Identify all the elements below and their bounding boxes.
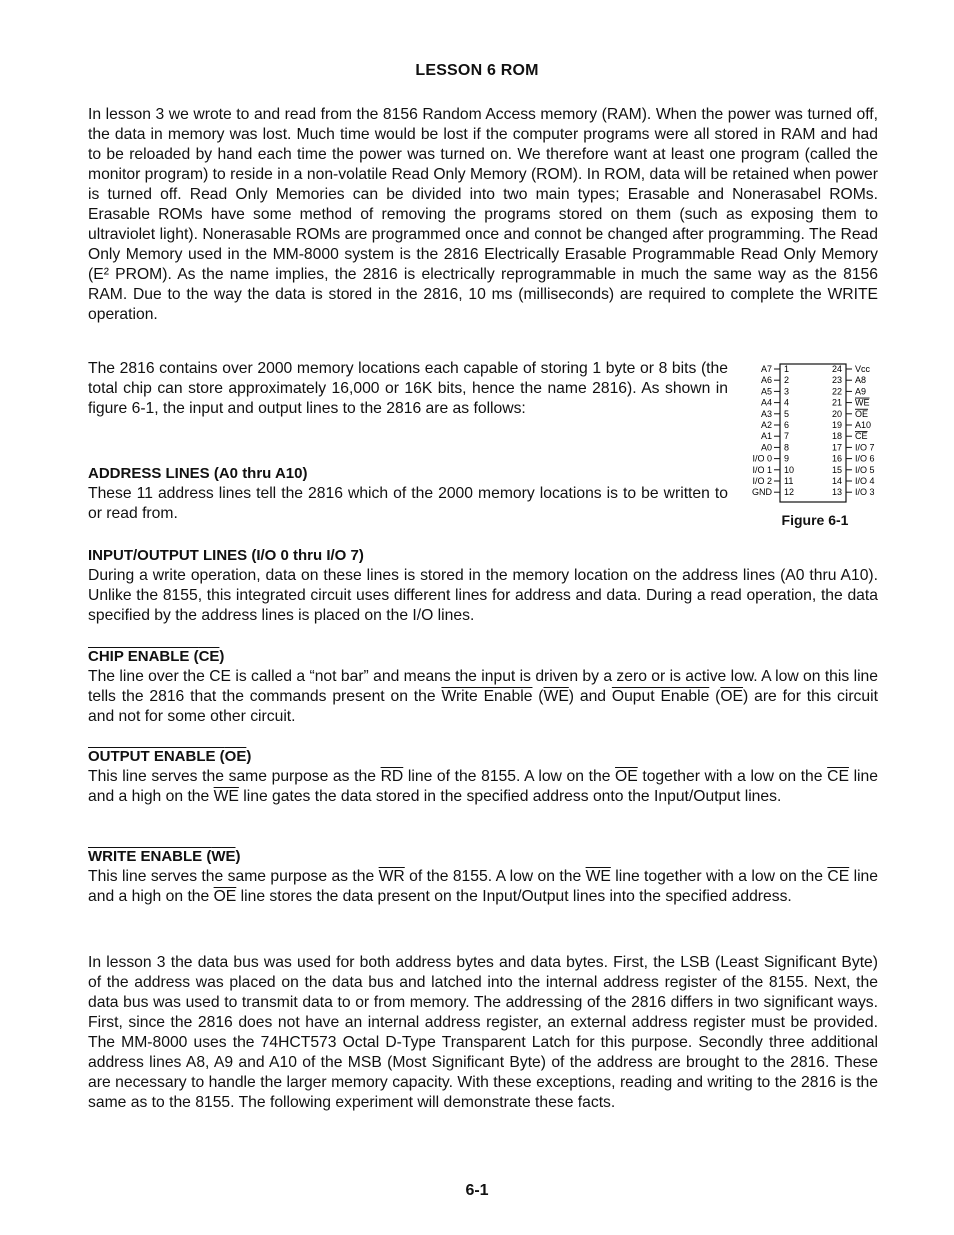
pin-label-left: I/O 2 — [752, 476, 772, 486]
figure-caption: Figure 6-1 — [781, 512, 849, 528]
pin-label-right: Vcc — [855, 364, 871, 374]
pin-label-right: I/O 4 — [855, 476, 875, 486]
pin-label-left: A0 — [760, 442, 772, 453]
address-heading: ADDRESS LINES (A0 thru A10) — [88, 465, 308, 482]
chip-pinout-diagram — [740, 360, 890, 510]
pin-label-right: I/O 6 — [855, 453, 875, 464]
pin-label-right: I/O 3 — [855, 487, 875, 498]
pin-number-right: 24 — [831, 364, 842, 374]
pin-label-right: A8 — [855, 375, 867, 386]
io-heading: INPUT/OUTPUT LINES (I/O 0 thru I/O 7) — [88, 547, 364, 564]
page-title: LESSON 6 ROM — [415, 62, 539, 79]
pin-number-right: 16 — [831, 453, 842, 464]
pin-number-right: 21 — [831, 397, 842, 408]
pin-number-left: 7 — [784, 431, 790, 442]
pin-number-right: 18 — [831, 431, 842, 442]
pin-number-left: 9 — [784, 453, 790, 464]
pin-number-right: 17 — [831, 442, 842, 453]
chip-intro-paragraph: The 2816 contains over 2000 memory locations each capable of storing 1 byte or 8 bits (the total chip can store approximately 16,000 or 16K bits, hence the name 2816). As shown in figure 6-1, the input and output lines to the 2816 are as follows: — [88, 360, 728, 417]
pin-number-left: 3 — [784, 386, 790, 397]
pin-number-left: 6 — [784, 420, 790, 430]
io-section — [88, 546, 878, 626]
pin-label-right: A10 — [855, 420, 872, 430]
intro-paragraph: In lesson 3 we wrote to and read from the 8156 Random Access memory (RAM). When the power was turned off, the data in memory was lost. Much time would be lost if the computer programs were all stored in RAM and had to be reloaded by hand each time the power was turned on. We therefore want at least one program (called the monitor program) to reside in a non-volatile Read Only Memory (ROM). In ROM, data will be retained when power is turned off. Read Only Memories can be divided into two main types; Erasable and Nonerasabel ROMs. Erasable ROMs have some method of removing the programs stored on them (such as exposing them to ultraviolet light). Nonerasable ROMs are programmed once and connot be changed after programming. The Read Only Memory used in the MM-8000 system is the 2816 Electrically Erasable Programmable Read Only Memory (E² PROM). As the name implies, the 2816 is electrically reprogrammable in much the same way as the 8156 RAM. Due to the way the data is stored in the 2816, 10 ms (milliseconds) are required to complete the WRITE operation. — [88, 106, 878, 323]
pin-number-left: 12 — [784, 487, 795, 498]
pin-number-left: 4 — [784, 397, 790, 408]
address-section — [88, 464, 728, 524]
chip-pinout-figure — [740, 360, 890, 536]
pin-number-right: 23 — [831, 375, 842, 386]
pin-number-left: 8 — [784, 442, 790, 453]
address-body: These 11 address lines tell the 2816 which of the 2000 memory locations is to be written to or read from. — [88, 485, 728, 522]
we-body: This line serves the same purpose as the $\overline{WR}$ of the 8155. A low on the $\overline{WE}$ line together with a low on the $\overline{CE}$ line and a high on the $\overline{OE}$ line stores the data present on the Input/Output lines into the specified address. — [88, 868, 878, 905]
pin-number-right: 15 — [831, 464, 842, 475]
closing-paragraph: In lesson 3 the data bus was used for both address bytes and data bytes. First, the LSB (Least Significant Byte) of the address was placed on the data bus and latched into the internal address register of the 8155. Next, the data bus was used to transmit data to or from memory. The addressing of the 2816 differs in two significant ways. First, since the 2816 does not have an internal address register, an external address register must be provided. The MM-8000 uses the 74HCT573 Octal D-Type Transparent Latch for this purpose. Secondly three additional address lines A8, A9 and A10 of the MSB (Most Significant Byte) of the address are brought to the 2816. These are necessary to handle the larger memory capacity. With these exceptions, reading and writing to the 2816 is the same as to the 8155. The following experiment will demonstrate these facts. — [88, 954, 878, 1111]
pin-label-left: A1 — [760, 431, 772, 442]
ce-heading: CHIP ENABLE $(\overline{CE})$ — [88, 648, 225, 665]
pin-number-right: 20 — [831, 408, 842, 419]
pin-number-right: 13 — [831, 487, 842, 498]
pin-label-left: A2 — [760, 420, 772, 430]
pin-number-left: 10 — [784, 464, 795, 475]
pin-label-right: OE — [855, 408, 869, 419]
pin-number-left: 1 — [784, 364, 790, 374]
we-section — [88, 847, 878, 907]
pin-label-left: A4 — [760, 397, 772, 408]
pin-label-left: GND — [752, 487, 772, 498]
pin-label-left: I/O 0 — [752, 453, 772, 464]
ce-section — [88, 647, 878, 727]
ce-body: The line over the CE is called a “not bar” and means the input is driven by a zero or is active low. A low on this line tells the 2816 that the commands present on the Write Enable $(\overline{WE})$ and Ouput Enable $(\overline{OE})$ are for this circuit and not for some other circuit. — [88, 668, 879, 725]
pin-number-left: 11 — [784, 476, 794, 486]
pin-label-right: CE — [855, 431, 868, 442]
pin-label-right: A9 — [855, 386, 867, 397]
pin-label-left: A7 — [760, 364, 772, 374]
pin-label-right: I/O 7 — [855, 442, 875, 453]
pin-number-right: 14 — [831, 476, 842, 486]
pin-label-left: A6 — [760, 375, 772, 386]
page-number: 6-1 — [465, 1182, 489, 1199]
pin-label-left: A3 — [760, 408, 772, 419]
io-body: During a write operation, data on these lines is stored in the memory location on the address lines (A0 thru A10). Unlike the 8155, this integrated circuit uses different lines for address and data. During a read operation, the data specified by the address lines is placed on the I/O lines. — [88, 567, 878, 624]
pin-number-right: 19 — [831, 420, 842, 430]
we-heading: WRITE ENABLE $(\overline{WE})$ — [88, 848, 241, 865]
oe-heading: OUTPUT ENABLE $(\overline{OE})$ — [88, 748, 252, 765]
pin-label-right: WE — [855, 397, 870, 408]
pin-label-left: A5 — [760, 386, 772, 397]
pin-number-left: 5 — [784, 408, 790, 419]
pin-number-right: 22 — [831, 386, 842, 397]
oe-body: This line serves the same purpose as the $\overline{RD}$ line of the 8155. A low on the $\overline{OE}$ together with a low on the $\overline{CE}$ line and a high on the $\overline{WE}$ line gates the data stored in the specified address onto the Input/Output lines. — [88, 768, 878, 805]
oe-section — [88, 747, 878, 807]
pin-label-left: I/O 1 — [752, 464, 772, 475]
pin-number-left: 2 — [784, 375, 790, 386]
pin-label-right: I/O 5 — [855, 464, 875, 475]
